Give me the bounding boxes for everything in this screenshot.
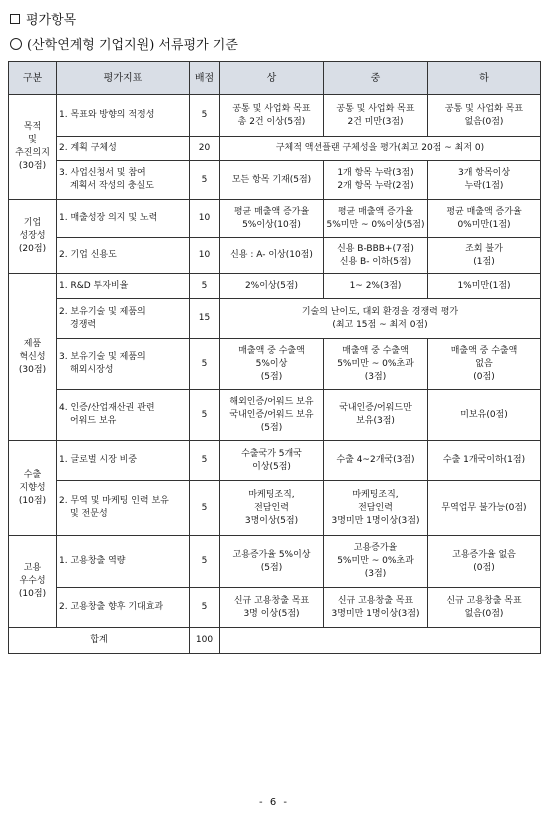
level-high-cell bbox=[220, 481, 324, 536]
table-row bbox=[9, 238, 541, 274]
indicator-line: 경쟁력 bbox=[70, 319, 97, 330]
indicator-cell bbox=[57, 137, 190, 161]
table-row bbox=[9, 536, 541, 588]
section-title: 평가항목 bbox=[26, 13, 77, 28]
level-high-line: 3명 이상(5점) bbox=[243, 608, 300, 619]
level-mid-cell bbox=[324, 95, 428, 137]
points-cell: 5 bbox=[190, 588, 220, 628]
level-mid-line: 수출 4~2개국(3점) bbox=[336, 455, 415, 465]
level-mid-cell bbox=[324, 274, 428, 299]
indicator-line: 해외시장성 bbox=[70, 365, 114, 375]
points-cell: 10 bbox=[190, 238, 220, 274]
level-mid-line: 국내인증/어워드만 bbox=[339, 403, 412, 413]
level-low-cell bbox=[428, 161, 541, 200]
level-mid-cell bbox=[324, 588, 428, 628]
indicator-line: 1. 매출성장 의지 및 노력 bbox=[59, 213, 158, 223]
level-low-line: 고용증가율 없음 bbox=[452, 549, 516, 560]
indicator-line: 3. 사업신청서 및 참여 bbox=[59, 168, 146, 178]
indicator-line: 2. 고용창출 향후 기대효과 bbox=[59, 602, 164, 612]
level-low-cell bbox=[428, 390, 541, 441]
level-low-line: (0점) bbox=[473, 562, 495, 573]
level-high-line: 5%이상 bbox=[255, 358, 288, 369]
level-mid-line: 평균 매출액 증가율 bbox=[337, 206, 414, 217]
indicator-line: 3. 보유기술 및 제품의 bbox=[59, 352, 146, 362]
level-mid-line: 신용 B-BBB+(7점) bbox=[337, 243, 414, 254]
points-cell: 5 bbox=[190, 481, 220, 536]
level-low-line: 3개 항목이상 bbox=[457, 168, 511, 178]
table-body bbox=[9, 95, 541, 628]
points-cell: 5 bbox=[190, 536, 220, 588]
evaluation-criteria-table bbox=[8, 61, 541, 654]
level-low-cell bbox=[428, 339, 541, 390]
level-mid-line: (3점) bbox=[364, 371, 387, 382]
level-low-cell bbox=[428, 238, 541, 274]
level-high-cell bbox=[220, 339, 324, 390]
checkbox-icon bbox=[10, 14, 20, 24]
points-cell: 5 bbox=[190, 161, 220, 200]
points-cell: 5 bbox=[190, 441, 220, 481]
level-high-line: 2%이상(5점) bbox=[244, 280, 299, 291]
level-mid-cell bbox=[324, 441, 428, 481]
table-row bbox=[9, 137, 541, 161]
level-mid-cell bbox=[324, 339, 428, 390]
level-low-line: 0%미만(1점) bbox=[457, 219, 511, 230]
table-row bbox=[9, 274, 541, 299]
table-row bbox=[9, 588, 541, 628]
level-low-line: 누락(1점) bbox=[464, 181, 504, 191]
level-mid-line: 보유(3점) bbox=[356, 416, 395, 426]
indicator-cell bbox=[57, 238, 190, 274]
table-header-row bbox=[9, 62, 541, 95]
level-high-line: 마케팅조직, bbox=[248, 489, 295, 500]
level-high-line: 매출액 중 수출액 bbox=[238, 345, 305, 356]
indicator-cell bbox=[57, 274, 190, 299]
level-high-line: 총 2건 이상(5점) bbox=[237, 116, 306, 127]
level-high-line: 전담인력 bbox=[254, 502, 289, 513]
level-high-line: (5점) bbox=[260, 562, 283, 573]
level-mid-cell bbox=[324, 161, 428, 200]
indicator-cell bbox=[57, 390, 190, 441]
level-high-cell bbox=[220, 274, 324, 299]
indicator-cell bbox=[57, 536, 190, 588]
indicator-cell bbox=[57, 299, 190, 339]
points-cell: 5 bbox=[190, 274, 220, 299]
section-header bbox=[10, 9, 76, 28]
level-high-line: 고용증가율 5%이상 bbox=[232, 549, 311, 560]
level-mid-cell bbox=[324, 238, 428, 274]
level-mid-line: 마케팅조직, bbox=[352, 489, 399, 500]
category-cell bbox=[9, 536, 57, 628]
merged-criteria-line: (최고 15점 ~ 최저 0점) bbox=[332, 319, 428, 330]
level-low-line: 수출 1개국이하(1점) bbox=[442, 455, 526, 465]
indicator-line: 4. 인증/산업재산권 관련 bbox=[59, 403, 155, 413]
level-mid-cell bbox=[324, 390, 428, 441]
indicator-line: 1. 글로벌 시장 비중 bbox=[59, 455, 138, 465]
level-mid-line: (3점) bbox=[364, 569, 387, 579]
level-high-line: 3명이상(5점) bbox=[244, 515, 299, 526]
table-row bbox=[9, 441, 541, 481]
level-low-line: (1점) bbox=[473, 256, 495, 267]
category-line: 우수성 bbox=[19, 576, 46, 586]
level-high-line: 이상(5점) bbox=[252, 461, 291, 472]
col-header-mid: 중 bbox=[324, 62, 428, 95]
indicator-line: 2. 보유기술 및 제품의 bbox=[59, 306, 146, 317]
level-low-line: 매출액 중 수출액 bbox=[450, 345, 518, 356]
indicator-cell bbox=[57, 161, 190, 200]
level-high-cell bbox=[220, 200, 324, 238]
category-line: 지향성 bbox=[19, 482, 46, 493]
table-row bbox=[9, 390, 541, 441]
level-low-line: 1%미만(1점) bbox=[457, 280, 511, 291]
indicator-line: 2. 기업 신용도 bbox=[59, 250, 117, 260]
level-low-cell bbox=[428, 441, 541, 481]
level-mid-line: 5%미만 ~ 0%초과 bbox=[337, 556, 414, 566]
table-row bbox=[9, 161, 541, 200]
level-low-cell bbox=[428, 95, 541, 137]
points-cell: 5 bbox=[190, 390, 220, 441]
category-line: 추진의지 bbox=[15, 148, 50, 158]
category-line: 및 bbox=[28, 135, 37, 145]
category-line: (30점) bbox=[18, 364, 47, 375]
table-row bbox=[9, 299, 541, 339]
indicator-line: 및 전문성 bbox=[70, 509, 108, 519]
category-line: 성장성 bbox=[19, 231, 46, 241]
level-low-line: 미보유(0점) bbox=[460, 409, 508, 420]
category-cell bbox=[9, 274, 57, 441]
level-low-line: 공통 및 사업화 목표 bbox=[444, 103, 524, 114]
level-high-line: 평균 매출액 증가율 bbox=[233, 206, 310, 217]
level-low-cell bbox=[428, 481, 541, 536]
level-mid-line: 공통 및 사업화 목표 bbox=[336, 103, 415, 114]
level-low-line: 무역업무 불가능(0점) bbox=[441, 502, 527, 513]
indicator-line: 어워드 보유 bbox=[70, 416, 117, 426]
category-line: (30점) bbox=[18, 161, 47, 171]
indicator-line: 1. 고용창출 역량 bbox=[59, 556, 126, 566]
level-low-line: 신규 고용창출 목표 bbox=[446, 595, 522, 606]
level-high-line: 모든 항목 기재(5점) bbox=[231, 174, 312, 185]
table-row bbox=[9, 481, 541, 536]
level-high-cell bbox=[220, 536, 324, 588]
level-mid-cell bbox=[324, 536, 428, 588]
indicator-cell bbox=[57, 200, 190, 238]
level-mid-line: 5%미만 ~ 0%초과 bbox=[337, 358, 414, 369]
level-low-cell bbox=[428, 588, 541, 628]
indicator-cell bbox=[57, 588, 190, 628]
level-high-line: 신규 고용창출 목표 bbox=[233, 595, 310, 606]
merged-criteria-cell bbox=[220, 137, 541, 161]
level-mid-line: 2건 미만(3점) bbox=[347, 116, 404, 127]
level-high-line: 공통 및 사업화 목표 bbox=[232, 103, 311, 114]
level-low-cell bbox=[428, 274, 541, 299]
category-line: 혁신성 bbox=[19, 351, 46, 362]
level-mid-cell bbox=[324, 200, 428, 238]
level-high-line: 5%이상(10점) bbox=[242, 219, 301, 230]
indicator-line: 1. 목표와 방향의 적정성 bbox=[59, 110, 155, 120]
table-row bbox=[9, 339, 541, 390]
col-header-high: 상 bbox=[220, 62, 324, 95]
points-cell: 5 bbox=[190, 339, 220, 390]
level-mid-cell bbox=[324, 481, 428, 536]
category-line: (10점) bbox=[18, 589, 47, 599]
indicator-line: 2. 무역 및 마케팅 인력 보유 bbox=[59, 496, 169, 506]
indicator-line: 1. R&D 투자비율 bbox=[59, 280, 129, 291]
indicator-cell bbox=[57, 441, 190, 481]
level-high-cell bbox=[220, 441, 324, 481]
points-cell: 15 bbox=[190, 299, 220, 339]
indicator-cell bbox=[57, 339, 190, 390]
category-line: (20점) bbox=[18, 244, 47, 254]
category-cell bbox=[9, 200, 57, 274]
level-high-line: 신용 : A- 이상(10점) bbox=[230, 250, 313, 260]
level-high-line: 국내인증/어워드 보유 bbox=[229, 409, 314, 420]
level-high-cell bbox=[220, 161, 324, 200]
table-row bbox=[9, 200, 541, 238]
page-number: - 6 - bbox=[259, 797, 289, 808]
level-low-cell bbox=[428, 200, 541, 238]
merged-criteria-cell bbox=[220, 299, 541, 339]
level-mid-line: 신규 고용창출 목표 bbox=[337, 595, 414, 606]
table-row bbox=[9, 95, 541, 137]
level-mid-line: 고용증가율 bbox=[353, 543, 398, 553]
level-mid-line: 3명미만 1명이상(3점) bbox=[331, 515, 420, 526]
level-low-line: (0점) bbox=[473, 371, 495, 382]
level-high-line: (5점) bbox=[260, 371, 283, 382]
level-mid-line: 신용 B- 이하(5점) bbox=[339, 256, 412, 267]
points-cell: 10 bbox=[190, 200, 220, 238]
category-line: 제품 bbox=[23, 338, 42, 349]
merged-criteria-line: 구체적 액션플랜 구체성을 평가(최고 20점 ~ 최저 0) bbox=[275, 143, 485, 153]
level-mid-line: 1개 항목 누락(3점) bbox=[337, 168, 414, 178]
merged-criteria-line: 기술의 난이도, 대외 환경을 경쟁력 평가 bbox=[301, 306, 459, 317]
total-empty-cell bbox=[220, 628, 541, 654]
level-low-line: 없음(0점) bbox=[464, 608, 504, 619]
level-mid-line: 2개 항목 누락(2점) bbox=[337, 181, 414, 191]
category-line: 수출 bbox=[23, 469, 42, 480]
category-line: 목적 bbox=[23, 122, 42, 132]
indicator-cell bbox=[57, 95, 190, 137]
level-high-cell bbox=[220, 238, 324, 274]
points-cell: 5 bbox=[190, 95, 220, 137]
level-high-line: (5점) bbox=[260, 422, 283, 433]
level-low-line: 조회 불가 bbox=[465, 243, 503, 254]
category-cell bbox=[9, 95, 57, 200]
level-high-cell bbox=[220, 390, 324, 441]
level-mid-line: 매출액 중 수출액 bbox=[342, 345, 409, 356]
table-subtitle bbox=[10, 34, 238, 53]
level-high-cell bbox=[220, 588, 324, 628]
subtitle-text: (산학연계형 기업지원) 서류평가 기준 bbox=[27, 38, 238, 53]
category-cell bbox=[9, 441, 57, 536]
indicator-cell bbox=[57, 481, 190, 536]
total-label: 합계 bbox=[9, 628, 190, 654]
col-header-indicator: 평가지표 bbox=[57, 62, 190, 95]
indicator-line: 계획서 작성의 충실도 bbox=[70, 181, 154, 191]
category-line: 기업 bbox=[23, 218, 42, 228]
level-low-line: 평균 매출액 증가율 bbox=[446, 206, 522, 217]
level-high-line: 해외인증/어워드 보유 bbox=[229, 396, 314, 407]
circle-bullet-icon bbox=[10, 38, 22, 50]
col-header-points: 배점 bbox=[190, 62, 220, 95]
col-header-low: 하 bbox=[428, 62, 541, 95]
level-mid-line: 전담인력 bbox=[358, 502, 393, 513]
level-mid-line: 1~ 2%(3점) bbox=[349, 280, 402, 291]
category-line: 고용 bbox=[23, 563, 42, 573]
category-line: (10점) bbox=[18, 495, 47, 506]
level-low-line: 없음 bbox=[475, 358, 493, 369]
level-mid-line: 3명미만 1명이상(3점) bbox=[331, 608, 420, 619]
level-low-line: 없음(0점) bbox=[464, 116, 504, 127]
total-points: 100 bbox=[190, 628, 220, 654]
level-low-cell bbox=[428, 536, 541, 588]
total-row bbox=[9, 628, 541, 654]
level-high-cell bbox=[220, 95, 324, 137]
indicator-line: 2. 계획 구체성 bbox=[59, 143, 117, 153]
col-header-category: 구분 bbox=[9, 62, 57, 95]
points-cell: 20 bbox=[190, 137, 220, 161]
level-mid-line: 5%미만 ~ 0%이상(5점) bbox=[326, 219, 425, 230]
level-high-line: 수출국가 5개국 bbox=[241, 448, 302, 459]
